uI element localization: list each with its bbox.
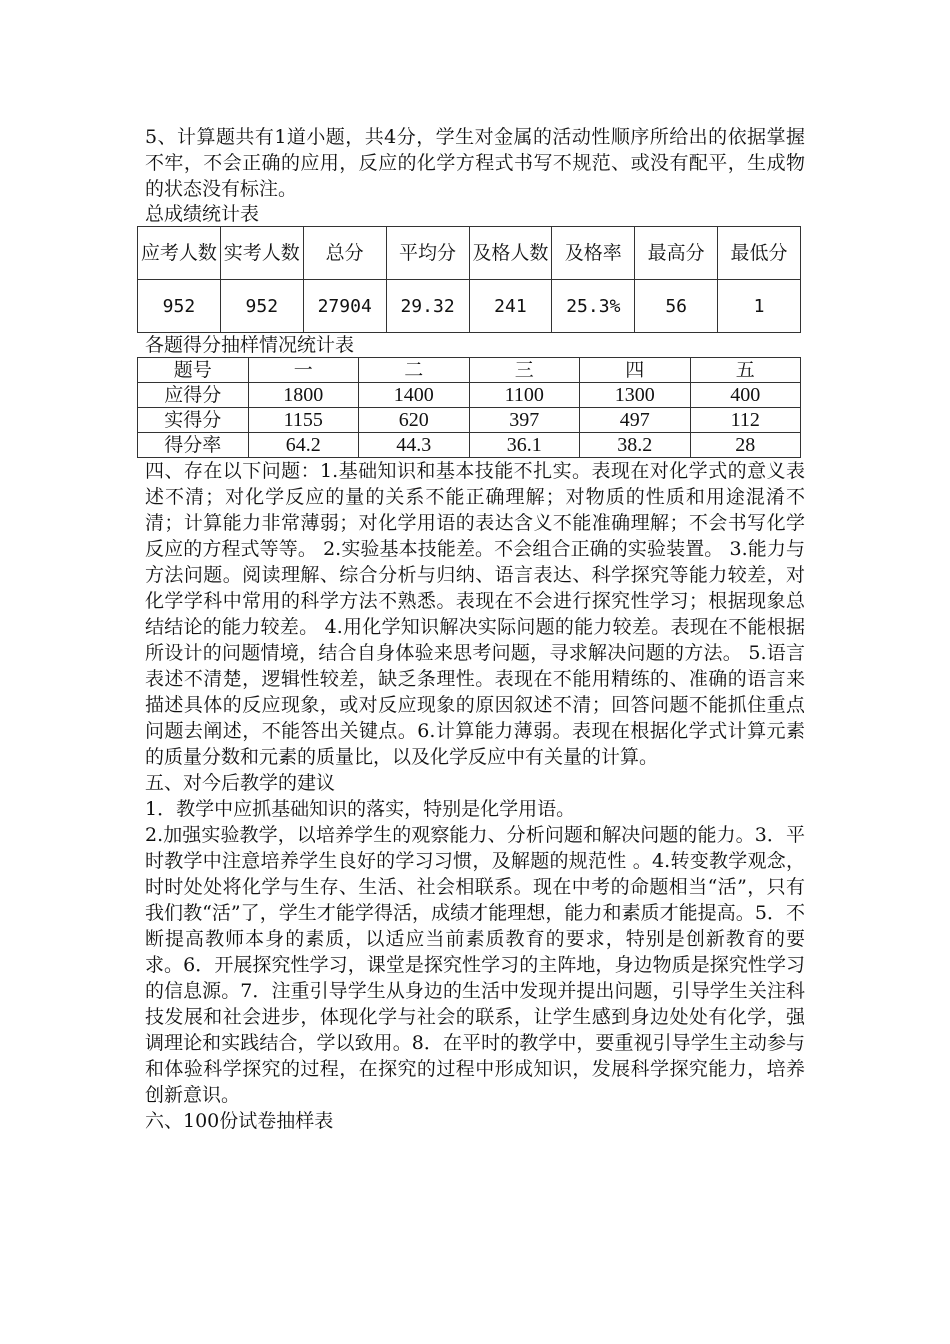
items-table-caption: 各题得分抽样情况统计表 xyxy=(145,334,355,356)
summary-table xyxy=(137,226,801,333)
summary-value-cell: 241 xyxy=(469,280,552,333)
summary-header-cell: 平均分 xyxy=(386,227,469,280)
table-cell: 38.2 xyxy=(580,433,691,458)
summary-header-cell: 及格率 xyxy=(552,227,635,280)
summary-header-cell: 及格人数 xyxy=(469,227,552,280)
table-cell: 1800 xyxy=(248,383,359,408)
table-cell: 400 xyxy=(690,383,801,408)
table-row xyxy=(138,383,801,408)
summary-table-caption: 总成绩统计表 xyxy=(145,203,260,225)
summary-value-cell: 952 xyxy=(138,280,221,333)
table-cell: 28 xyxy=(690,433,801,458)
items-column-header: 一 xyxy=(248,358,359,383)
row-label: 应得分 xyxy=(138,383,249,408)
row-label: 实得分 xyxy=(138,408,249,433)
summary-header-cell: 总分 xyxy=(303,227,386,280)
table-cell: 397 xyxy=(469,408,580,433)
table-cell: 1300 xyxy=(580,383,691,408)
table-cell: 1100 xyxy=(469,383,580,408)
table-cell: 1155 xyxy=(248,408,359,433)
document-page xyxy=(140,124,805,1134)
table-cell: 64.2 xyxy=(248,433,359,458)
section5-item1: 1．教学中应抓基础知识的落实，特别是化学用语。 xyxy=(145,798,576,820)
summary-value-cell: 29.32 xyxy=(386,280,469,333)
table-cell: 112 xyxy=(690,408,801,433)
items-column-header: 三 xyxy=(469,358,580,383)
summary-header-cell: 实考人数 xyxy=(220,227,303,280)
summary-value-cell: 1 xyxy=(718,280,801,333)
table-cell: 1400 xyxy=(359,383,470,408)
table-cell: 497 xyxy=(580,408,691,433)
table-row xyxy=(138,433,801,458)
summary-value-cell: 27904 xyxy=(303,280,386,333)
summary-header-cell: 应考人数 xyxy=(138,227,221,280)
items-column-header: 二 xyxy=(359,358,470,383)
summary-value-cell: 952 xyxy=(220,280,303,333)
section5-paragraph: 2.加强实验教学，以培养学生的观察能力、分析问题和解决问题的能力。3．平时教学中注意培养学生良好的学习习惯，及解题的规范性 。4.转变教学观念，时时处处将化学与生存、生活、社会相联系。现在中考的命题相当“活”，只有我们教“活”了，学生才能学得活，成绩才能理想，能力和素质才能提高。5．不断提高教师本身的素质，以适应当前素质教育的要求，特别是创新教育的要求。6．开展探究性学习，课堂是探究性学习的主阵地，身边物质是探究性学习的信息源。7．注重引导学生从身边的生活中发现并提出问题，引导学生关注科技发展和社会进步，体现化学与社会的联系，让学生感到身边处处有化学，强调理论和实践结合，学以致用。8．在平时的教学中，要重视引导学生主动参与和体验科学探究的过程，在探究的过程中形成知识，发展科学探究能力，培养创新意识。 xyxy=(145,824,805,1106)
row-label: 得分率 xyxy=(138,433,249,458)
section5-title: 五、对今后教学的建议 xyxy=(145,772,336,794)
table-cell: 36.1 xyxy=(469,433,580,458)
summary-header-cell: 最高分 xyxy=(635,227,718,280)
section4-paragraph: 四、存在以下问题：1.基础知识和基本技能不扎实。表现在对化学式的意义表述不清；对化学反应的量的关系不能正确理解；对物质的性质和用途混淆不清；计算能力非常薄弱；对化学用语的表达含义不能准确理解；不会书写化学反应的方程式等等。 2.实验基本技能差。不会组合正确的实验装置。 3.能力与方法问题。阅读理解、综合分析与归纳、语言表达、科学探究等能力较差，对化学学科中常用的科学方法不熟悉。表现在不会进行探究性学习；根据现象总结结论的能力较差。 4.用化学知识解决实际问题的能力较差。表现在不能根据所设计的问题情境，结合自身体验来思考问题，寻求解决问题的方法。 5.语言表述不清楚，逻辑性较差，缺乏条理性。表现在不能用精练的、准确的语言来描述具体的反应现象，或对反应现象的原因叙述不清；回答问题不能抓住重点问题去阐述，不能答出关键点。6.计算能力薄弱。表现在根据化学式计算元素的质量分数和元素的质量比，以及化学反应中有关量的计算。 xyxy=(145,460,805,768)
intro-paragraph: 5、计算题共有1道小题，共4分，学生对金属的活动性顺序所给出的依据掌握不牢，不会正确的应用，反应的化学方程式书写不规范、或没有配平，生成物的状态没有标注。 xyxy=(145,126,805,200)
items-table xyxy=(137,357,801,458)
summary-value-cell: 56 xyxy=(635,280,718,333)
table-row xyxy=(138,408,801,433)
items-column-header: 四 xyxy=(580,358,691,383)
summary-value-cell: 25.3% xyxy=(552,280,635,333)
table-cell: 44.3 xyxy=(359,433,470,458)
summary-header-cell: 最低分 xyxy=(718,227,801,280)
table-cell: 620 xyxy=(359,408,470,433)
items-header-label: 题号 xyxy=(138,358,249,383)
items-column-header: 五 xyxy=(690,358,801,383)
section6-title: 六、100份试卷抽样表 xyxy=(145,1110,334,1132)
